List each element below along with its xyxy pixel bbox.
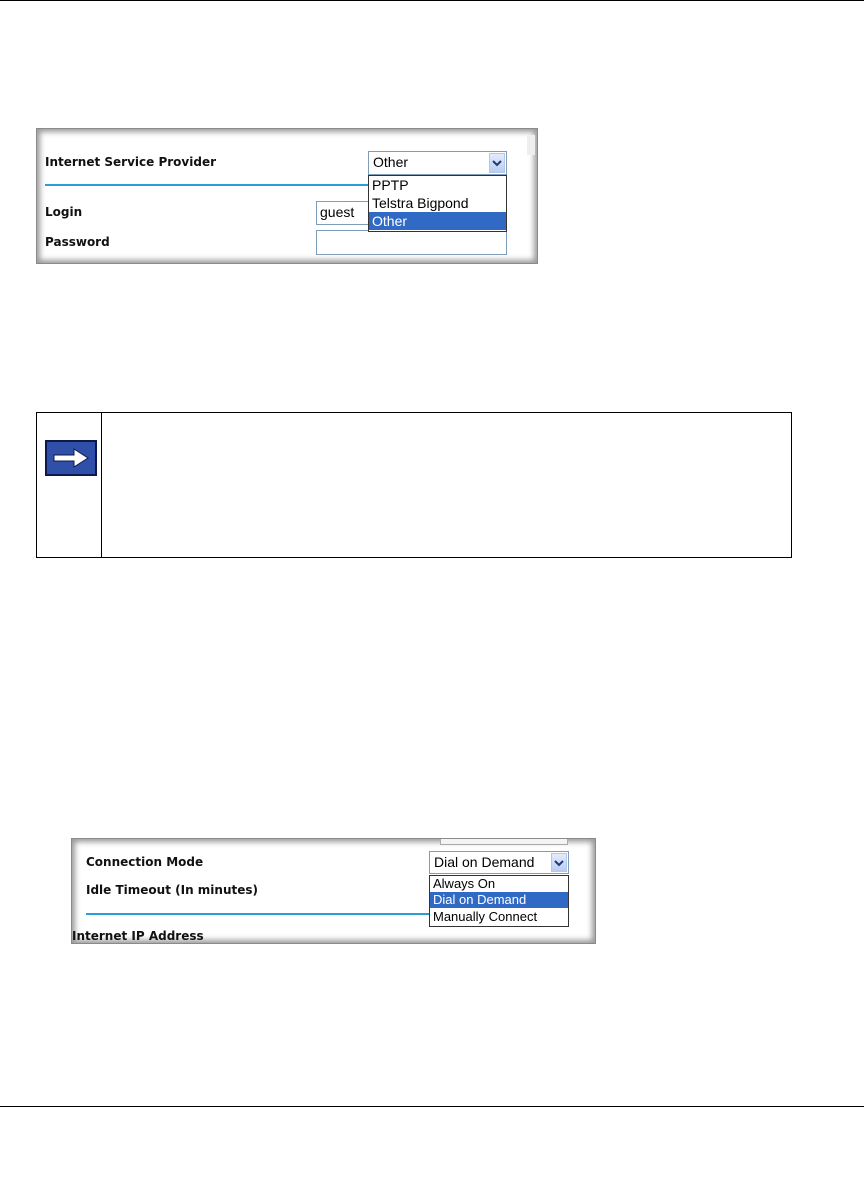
login-field[interactable] [316, 201, 372, 225]
isp-option-telstra-bigpond[interactable]: Telstra Bigpond [372, 195, 469, 211]
chevron-down-icon[interactable] [551, 853, 567, 872]
isp-select[interactable] [368, 151, 507, 175]
note-divider [101, 413, 102, 557]
isp-option-other[interactable]: Other [369, 212, 506, 230]
isp-option-pptp[interactable]: PPTP [372, 177, 409, 193]
isp-dropdown-list [368, 175, 507, 232]
mode-option-manually-connect[interactable]: Manually Connect [433, 909, 538, 924]
isp-select-value: Other [373, 154, 409, 170]
mode-option-dial-on-demand[interactable]: Dial on Demand [430, 892, 568, 908]
scrollbar-stub [527, 135, 535, 155]
login-field-value: guest [320, 204, 355, 220]
connection-mode-select[interactable] [429, 851, 569, 874]
connection-mode-screenshot [71, 838, 596, 944]
note-box [36, 412, 792, 558]
login-label: Login [45, 205, 83, 219]
header-rule [0, 0, 864, 1]
top-field-stub [440, 839, 568, 845]
password-label: Password [45, 235, 110, 249]
internet-ip-address-label: Internet IP Address [72, 929, 204, 943]
isp-divider [45, 184, 370, 186]
mode-option-always-on[interactable]: Always On [433, 876, 496, 891]
idle-timeout-label: Idle Timeout (In minutes) [86, 883, 259, 897]
isp-label: Internet Service Provider [45, 155, 216, 169]
password-field[interactable] [316, 230, 507, 255]
connection-mode-label: Connection Mode [86, 855, 204, 869]
isp-settings-screenshot [36, 128, 538, 264]
connection-divider [86, 913, 430, 915]
connection-mode-value: Dial on Demand [434, 854, 535, 870]
connection-mode-dropdown-list [429, 875, 569, 927]
footer-rule [0, 1106, 864, 1107]
arrow-right-icon [45, 440, 97, 476]
chevron-down-icon[interactable] [489, 153, 505, 173]
